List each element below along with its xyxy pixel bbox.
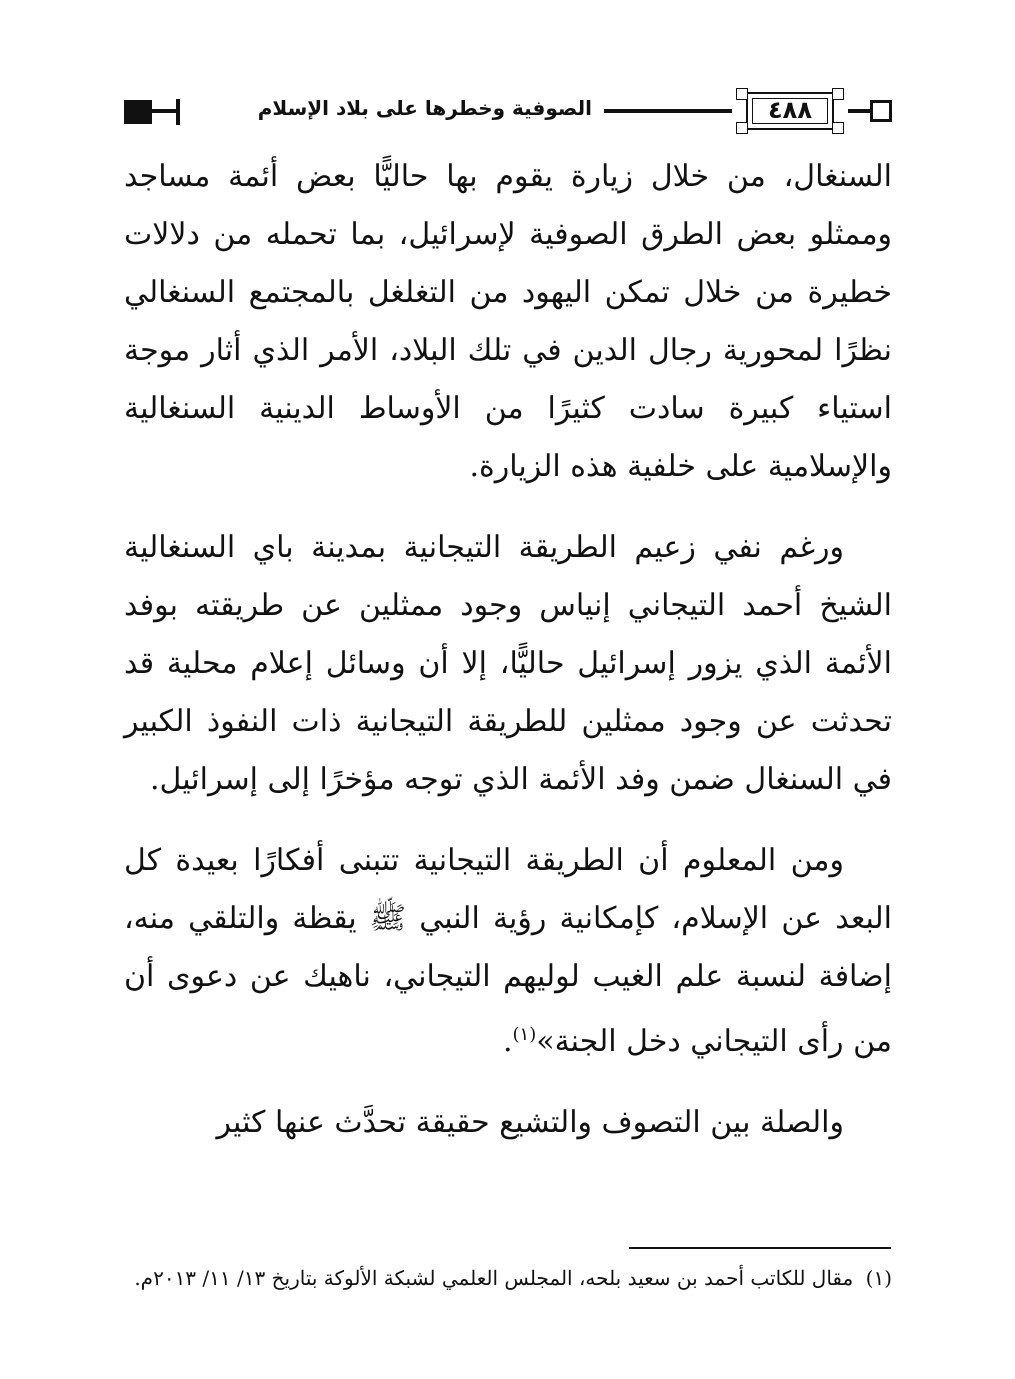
- header-rule-segment: [848, 109, 870, 113]
- header-ornament-square: [870, 100, 892, 122]
- body-text: [124, 148, 892, 1175]
- header-ornament-block: [124, 100, 152, 124]
- page-header: [124, 90, 892, 140]
- page-number-frame: [732, 92, 848, 130]
- footnote-number: (١): [865, 1266, 892, 1290]
- header-rule-segment: [604, 109, 732, 113]
- footnote-text: مقال للكاتب أحمد بن سعيد بلحه، المجلس العلمي لشبكة الألوكة بتاريخ ١٣/ ١١/ ٢٠١٣م.: [134, 1266, 854, 1290]
- running-title: الصوفية وخطرها على بلاد الإسلام: [257, 96, 592, 120]
- header-rule-segment: [152, 109, 176, 113]
- paragraph-text: ومن المعلوم أن الطريقة التيجانية تتبنى أفكارًا بعيدة كل البعد عن الإسلام، كإمكانية رؤية النبي ﷺ يقظة والتلقي منه، إضافة لنسبة علم الغيب لوليهم التيجاني، ناهيك عن دعوى أن من رأى التيجاني دخل الجنة»: [124, 843, 892, 1059]
- footnote-item: [124, 1258, 892, 1298]
- footnote-separator: [629, 1247, 891, 1249]
- page-number: ٤٨٨: [768, 96, 812, 124]
- footnotes: [124, 1258, 892, 1298]
- paragraph-3: [124, 832, 892, 1071]
- paragraph-1: [124, 148, 892, 496]
- paragraph-text: السنغال، من خلال زيارة يقوم بها حاليًّا بعض أئمة مساجد وممثلو بعض الطرق الصوفية لإسرائيل، بما تحمله من دلالات خطيرة من خلال تمكن اليهود من التغلغل بالمجتمع السنغالي نظرًا لمحورية رجال الدين في تلك البلاد، الأمر الذي أثار موجة استياء كبيرة سادت كثيرًا من الأوساط الدينية السنغالية والإسلامية على خلفية هذه الزيارة.: [124, 159, 892, 484]
- paragraph-text: ورغم نفي زعيم الطريقة التيجانية بمدينة باي السنغالية الشيخ أحمد التيجاني إنياس وجود ممثلين عن طريقته بوفد الأئمة الذي يزور إسرائيل حاليًّا، إلا أن وسائل إعلام محلية قد تحدثت عن وجود ممثلين للطريقة التيجانية ذات النفوذ الكبير في السنغال ضمن وفد الأئمة الذي توجه مؤخرًا إلى إسرائيل.: [124, 530, 892, 797]
- header-ornament-bar: [176, 99, 180, 125]
- paragraph-4: [124, 1094, 892, 1152]
- paragraph-2: [124, 519, 892, 809]
- footnote-reference[interactable]: (١): [512, 1024, 537, 1045]
- paragraph-text: والصلة بين التصوف والتشيع حقيقة تحدَّث عنها كثير: [216, 1105, 844, 1140]
- paragraph-tail: .: [502, 1024, 513, 1059]
